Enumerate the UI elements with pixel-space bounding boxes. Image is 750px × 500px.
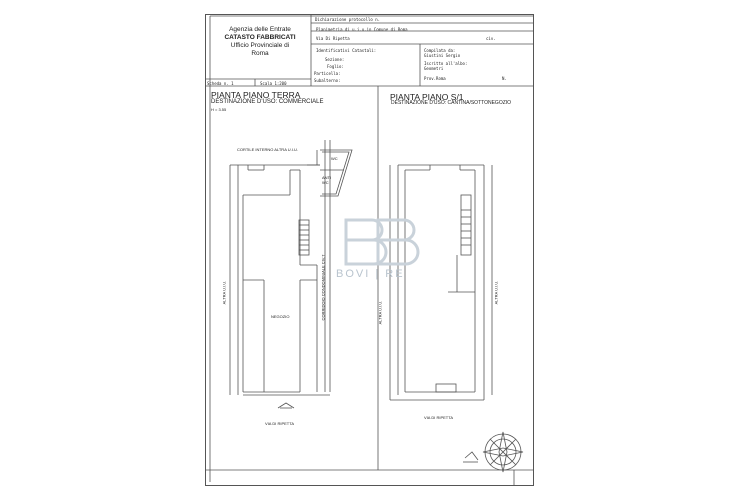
courtyard-label: CORTILE INTERNO ALTRA U.I.U. (237, 147, 298, 152)
street-label: Via Di Ripetta (316, 36, 350, 41)
declaration-label: Dichiarazione protocollo n. (315, 17, 381, 22)
scheda-label: Scheda n. 1 (207, 81, 234, 86)
parcel-label: Particella: (314, 71, 341, 76)
sheet-label: Foglio: (327, 64, 344, 69)
watermark-text: BOVI | RE (336, 268, 405, 280)
antiwc-label: ANTI WC (322, 175, 332, 185)
left-street-label: VIA DI RIPETTA (265, 421, 295, 426)
compiler-name: Giustini Sergio (424, 53, 461, 58)
province-label: Prov.Roma (424, 76, 446, 81)
left-plan-title: PIANTA PIANO TERRA (211, 90, 301, 100)
scale-label: Scala 1:200 (260, 81, 287, 86)
sub-label: Subalterno: (314, 78, 341, 83)
right-other-unit-right: ALTRA U.I.U. (493, 280, 499, 305)
section-label: Sezione: (325, 57, 345, 62)
right-other-unit-left: ALTRA U.I.U. (377, 300, 383, 325)
agency-name: Agenzia delle Entrate (229, 26, 291, 33)
right-plan-title: PIANTA PIANO S/1 (390, 92, 464, 102)
corridor-label: CORRIDOIO CONDOMINIALE CIV.7 (320, 254, 326, 321)
plan-of-label: Planimetria di u.i.u.in Comune di Roma (316, 27, 408, 32)
office-name: Ufficio Provinciale di (230, 42, 290, 49)
left-plan-use: DESTINAZIONE D'USO: COMMERCIALE (211, 99, 324, 105)
profession-value: Geometri (424, 66, 444, 71)
right-street-label: VIA DI RIPETTA (424, 415, 454, 420)
number-label: N. (502, 76, 507, 81)
compiled-by-label: Compilata da: (424, 48, 456, 53)
right-plan-use: DESTINAZIONE D'USO: CANTINA/SOTTONEGOZIO (391, 100, 512, 106)
identifiers-label: Identificativi Catastali: (316, 48, 377, 53)
registered-label: Iscritto all'albo: (424, 61, 468, 66)
wc-label: WC (331, 156, 338, 161)
left-plan-height: H = 3.55 (211, 107, 227, 112)
office-city: Roma (251, 50, 269, 57)
left-other-unit-label: ALTRA U.I.U. (221, 280, 227, 305)
shop-label: NEGOZIO (271, 314, 290, 319)
civ-label: civ. (486, 36, 496, 41)
cadastre-name: CATASTO FABBRICATI (224, 34, 296, 41)
